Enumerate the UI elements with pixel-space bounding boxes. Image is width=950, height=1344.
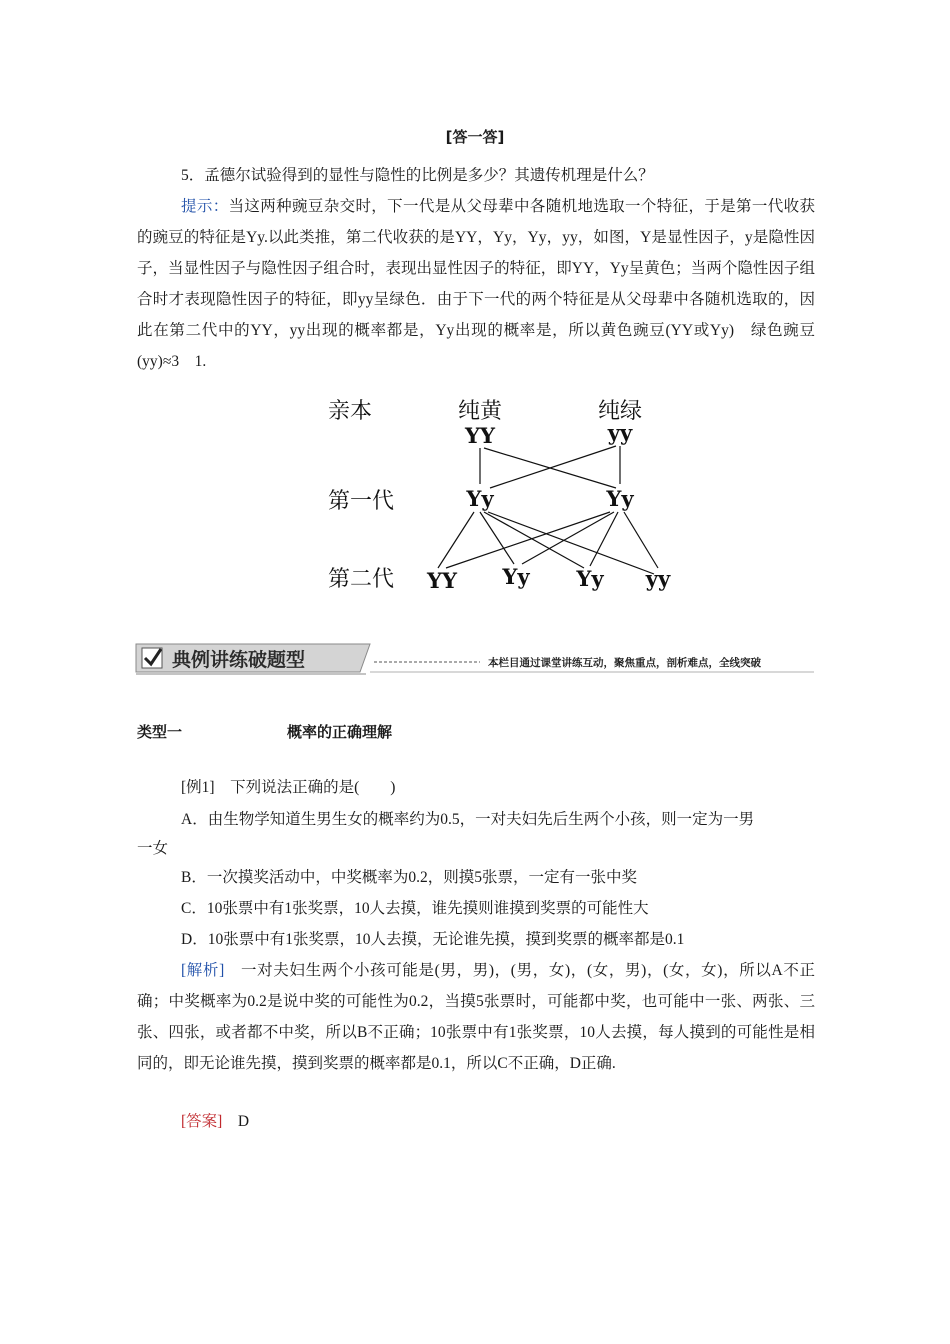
question-5: 5．孟德尔试验得到的显性与隐性的比例是多少？其遗传机理是什么？ [181, 167, 654, 184]
genetic-cross-diagram [318, 388, 688, 600]
section-label: 类型一 [137, 723, 183, 741]
hint-paragraph [137, 191, 815, 377]
answer-value: D [237, 1113, 250, 1130]
parent-right-name: 纯绿 [597, 399, 643, 424]
qa-heading: [答一答] [445, 128, 505, 146]
f1-right-genotype: Yy [606, 486, 634, 511]
example-label: [例1] [181, 779, 215, 796]
row-label-first-gen: 第一代 [328, 489, 395, 514]
answer-line [181, 1108, 861, 1136]
example-stem [181, 774, 861, 802]
answer-label: [答案] [181, 1113, 223, 1130]
analysis-paragraph [137, 955, 815, 1079]
row-label-second-gen: 第二代 [328, 567, 395, 592]
hint-text: 当这两种豌豆杂交时，下一代是从父母辈中各随机地选取一个特征，于是第一代收获的豌豆的特征是Yy.以此类推，第二代收获的是YY，Yy，Yy，yy，如图，Y是显性因子，y是隐性因子，当显性因子与隐性因子组合时，表现出显性因子的特征，即YY，Yy呈黄色；当两个隐性因子组合时才表现隐性因子的特征，即yy呈绿色．由于下一代的两个特征是从父母辈中各随机选取的，因此在第二代中的YY，yy出现的概率都是，Yy出现的概率是，所以黄色豌豆(YY或Yy) 绿色豌豆(yy)≈3 1. [137, 198, 815, 370]
hint-label: 提示： [181, 198, 229, 215]
banner-note: 本栏目通过课堂讲练互动，聚焦重点，剖析难点，全线突破 [488, 657, 761, 669]
option-a-line-2: 一女 [137, 840, 169, 857]
parent-left-name: 纯黄 [457, 399, 503, 424]
banner-title: 典例讲练破题型 [172, 649, 306, 671]
parent-right-genotype: yy [607, 420, 633, 445]
f1-left-genotype: Yy [466, 486, 494, 511]
parent-left-genotype: YY [465, 423, 495, 448]
option-b: B．一次摸奖活动中，中奖概率为0.2，则摸5张票，一定有一张中奖 [181, 869, 637, 886]
option-d: D．10张票中有1张奖票，10人去摸，无论谁先摸，摸到奖票的概率都是0.1 [181, 931, 685, 948]
row-label-parents: 亲本 [328, 399, 373, 424]
analysis-text: 一对夫妇生两个小孩可能是(男，男)，(男，女)，(女，男)，(女，女)，所以A不正确；中奖概率为0.2是说中奖的可能性为0.2，当摸5张票时，可能都中奖，也可能中一张、两张、三张、四张，或者都不中奖，所以B不正确；10张票中有1张奖票，10人去摸，每人摸到的可能性是相同的，即无论谁先摸，摸到奖票的概率都是0.1，所以C不正确，D正确. [137, 962, 815, 1072]
f2-genotype-4: yy [645, 566, 671, 591]
f2-genotype-1: YY [427, 568, 457, 593]
section-title: 概率的正确理解 [287, 723, 393, 741]
option-c: C．10张票中有1张奖票，10人去摸，谁先摸则谁摸到奖票的可能性大 [181, 900, 649, 917]
option-a-line-1: A．由生物学知道生男生女的概率约为0.5，一对夫妇先后生两个小孩，则一定为一男 [181, 811, 755, 828]
analysis-label: [解析] [181, 962, 225, 979]
f2-genotype-2: Yy [502, 564, 530, 589]
f2-genotype-3: Yy [576, 566, 604, 591]
example-question: 下列说法正确的是( ) [230, 779, 396, 796]
